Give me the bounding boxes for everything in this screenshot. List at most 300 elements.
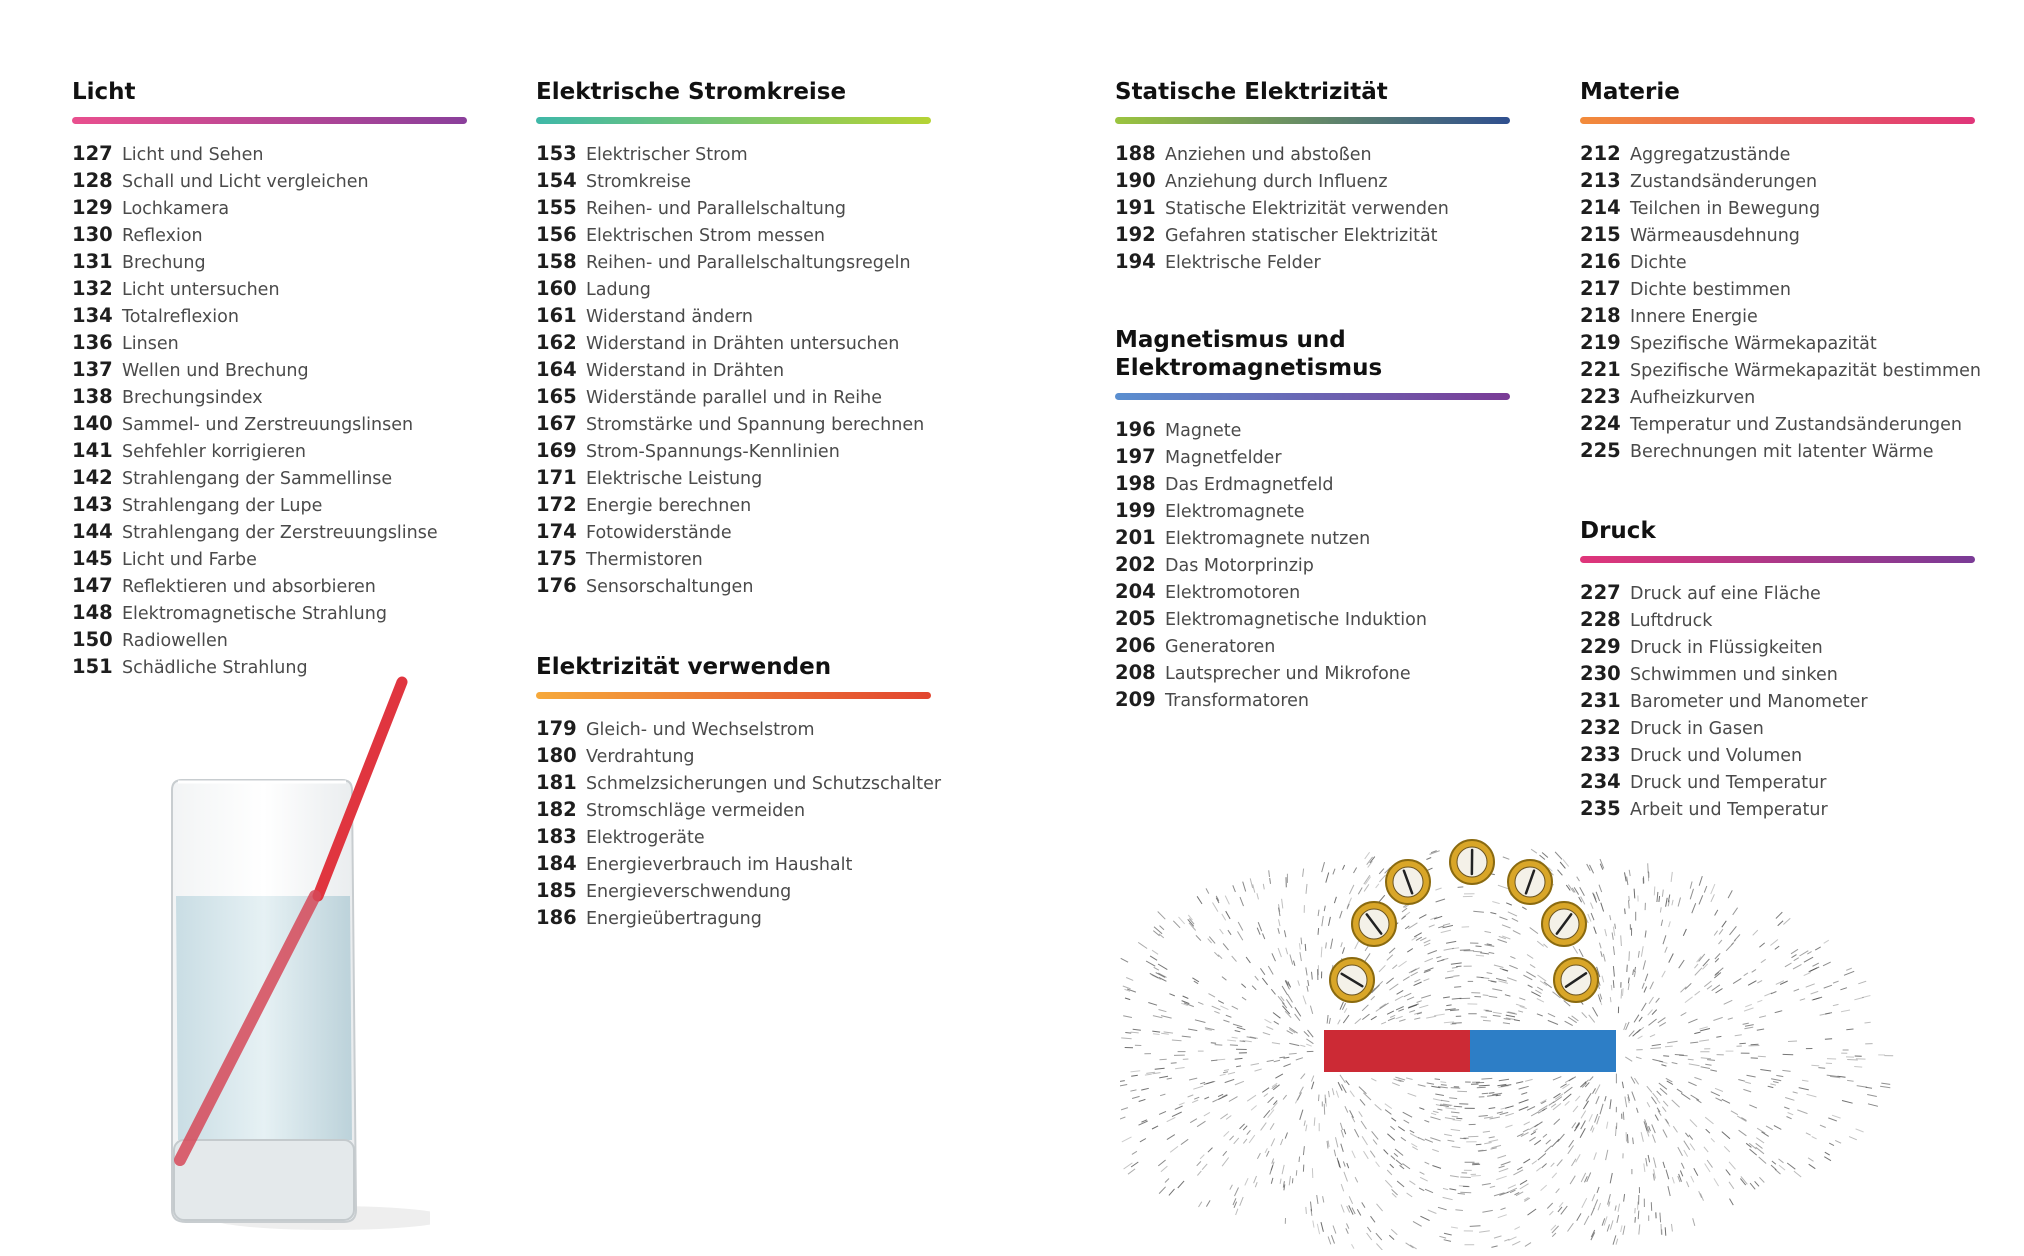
toc-entry[interactable]	[72, 464, 467, 491]
iron-filing	[1489, 952, 1495, 953]
iron-filing	[1694, 1168, 1698, 1176]
iron-filing	[1199, 1202, 1202, 1207]
entry-label: Transformatoren	[1165, 691, 1310, 711]
iron-filing	[1513, 931, 1521, 935]
iron-filing	[1633, 1138, 1634, 1145]
section-elektrische-stromkreise	[536, 78, 931, 599]
iron-filing	[1645, 931, 1646, 938]
entry-label: Elektromagnetische Induktion	[1165, 610, 1427, 630]
page-number: 147	[72, 574, 113, 597]
iron-filing	[1612, 933, 1613, 940]
iron-filing	[1196, 935, 1201, 940]
iron-filing	[1424, 1120, 1429, 1122]
entry-label: Elektrischer Strom	[586, 145, 748, 165]
iron-filing	[1408, 923, 1417, 929]
toc-entry[interactable]	[72, 329, 467, 356]
iron-filing	[1452, 967, 1458, 968]
toc-entry[interactable]	[536, 464, 931, 491]
iron-filing	[1443, 1188, 1448, 1189]
iron-filing	[1481, 978, 1489, 979]
toc-entry[interactable]	[1580, 437, 1975, 464]
iron-filing	[1677, 1089, 1682, 1093]
iron-filing	[1371, 996, 1375, 1000]
toc-entry[interactable]	[536, 248, 931, 275]
iron-filing	[1424, 940, 1431, 943]
iron-filing	[1340, 1123, 1342, 1130]
iron-filing	[1449, 1189, 1456, 1190]
toc-entry[interactable]	[1580, 579, 1975, 606]
iron-filing	[1812, 1137, 1817, 1139]
toc-entry[interactable]	[536, 904, 931, 931]
iron-filing	[1542, 853, 1548, 858]
iron-filing	[1268, 966, 1273, 975]
toc-entry[interactable]	[1115, 686, 1510, 713]
toc-entry[interactable]	[536, 518, 931, 545]
iron-filing	[1403, 1112, 1412, 1117]
iron-filing	[1411, 972, 1418, 976]
page-number: 132	[72, 277, 113, 300]
iron-filing	[1809, 1164, 1816, 1169]
compass-icon	[1508, 860, 1552, 904]
page-number: 145	[72, 547, 113, 570]
page-number: 190	[1115, 169, 1156, 192]
iron-filing	[1420, 1216, 1429, 1220]
iron-filing	[1202, 1164, 1207, 1170]
iron-filing	[1557, 1160, 1563, 1167]
toc-entry[interactable]	[536, 742, 931, 769]
toc-entry[interactable]	[536, 491, 931, 518]
toc-entry[interactable]	[1115, 551, 1510, 578]
iron-filing	[1437, 960, 1444, 962]
iron-filing	[1236, 1066, 1241, 1067]
iron-filing	[1327, 1015, 1328, 1024]
entry-label: Reihen- und Parallelschaltungsregeln	[586, 253, 911, 273]
iron-filing	[1391, 1118, 1396, 1121]
toc-entry[interactable]	[72, 518, 467, 545]
toc-entry[interactable]	[72, 437, 467, 464]
iron-filing	[1662, 971, 1666, 977]
iron-filing	[1159, 1187, 1166, 1194]
toc-entry[interactable]	[72, 599, 467, 626]
iron-filing	[1428, 951, 1437, 955]
iron-filing	[1498, 1215, 1507, 1218]
toc-entry[interactable]	[72, 383, 467, 410]
iron-filing	[1194, 1097, 1199, 1099]
iron-filing	[1333, 869, 1335, 875]
toc-entry[interactable]	[1115, 659, 1510, 686]
iron-filing	[1182, 1036, 1191, 1037]
iron-filing	[1672, 1224, 1673, 1232]
toc-entry[interactable]	[536, 823, 931, 850]
iron-filing	[1222, 1158, 1229, 1167]
toc-entry[interactable]	[1115, 140, 1510, 167]
iron-filing	[1667, 1041, 1677, 1043]
toc-entry[interactable]	[536, 877, 931, 904]
iron-filing	[1223, 1020, 1229, 1022]
iron-filing	[1653, 1093, 1658, 1099]
iron-filing	[1652, 1044, 1661, 1045]
toc-entry[interactable]	[1580, 768, 1975, 795]
iron-filing	[1704, 886, 1707, 893]
toc-entry[interactable]	[536, 383, 931, 410]
entry-label: Energieverbrauch im Haushalt	[586, 855, 853, 875]
iron-filing	[1483, 1131, 1490, 1132]
iron-filing	[1460, 1192, 1471, 1193]
toc-entry[interactable]	[1580, 248, 1975, 275]
toc-entry[interactable]	[536, 545, 931, 572]
iron-filing	[1451, 963, 1462, 964]
iron-filing	[1650, 982, 1654, 990]
toc-entry[interactable]	[1115, 167, 1510, 194]
toc-entry[interactable]	[1580, 687, 1975, 714]
iron-filing	[1387, 1011, 1394, 1014]
iron-filing	[1175, 1106, 1183, 1109]
section-color-bar	[1580, 556, 1975, 563]
toc-entry[interactable]	[1115, 416, 1510, 443]
iron-filing	[1344, 1008, 1347, 1013]
toc-entry[interactable]	[536, 194, 931, 221]
iron-filing	[1593, 1088, 1596, 1093]
iron-filing	[1654, 1158, 1657, 1168]
iron-filing	[1455, 1210, 1463, 1211]
iron-filing	[1347, 1163, 1349, 1168]
toc-entry[interactable]	[1580, 633, 1975, 660]
toc-entry[interactable]	[1580, 383, 1975, 410]
iron-filing	[1735, 1035, 1742, 1036]
iron-filing	[1444, 1134, 1452, 1136]
toc-entry[interactable]	[1115, 443, 1510, 470]
iron-filing	[1518, 1011, 1523, 1012]
iron-filing	[1522, 907, 1526, 910]
iron-filing	[1506, 1015, 1515, 1017]
iron-filing	[1493, 1012, 1502, 1013]
iron-filing	[1404, 993, 1412, 997]
iron-filing	[1738, 1080, 1745, 1082]
toc-entry[interactable]	[72, 221, 467, 248]
iron-filing	[1603, 954, 1605, 962]
iron-filing	[1372, 1131, 1379, 1139]
toc-entry[interactable]	[536, 437, 931, 464]
iron-filing	[1195, 1020, 1206, 1023]
toc-entry[interactable]	[72, 194, 467, 221]
iron-filing	[1656, 998, 1660, 1003]
iron-filing	[1508, 1185, 1516, 1189]
iron-filing	[1688, 1019, 1697, 1023]
iron-filing	[1232, 1037, 1238, 1038]
toc-entry[interactable]	[1115, 470, 1510, 497]
toc-entry[interactable]	[1115, 194, 1510, 221]
page-number: 155	[536, 196, 577, 219]
iron-filing	[1635, 1217, 1636, 1223]
iron-filing	[1274, 1021, 1279, 1024]
iron-filing	[1193, 1086, 1203, 1089]
iron-filing	[1436, 899, 1445, 902]
iron-filing	[1662, 890, 1663, 897]
iron-filing	[1752, 969, 1756, 972]
entry-label: Druck und Volumen	[1630, 746, 1803, 766]
iron-filing	[1487, 973, 1493, 974]
iron-filing	[1214, 1011, 1219, 1013]
iron-filing	[1604, 1216, 1607, 1225]
iron-filing	[1722, 921, 1727, 927]
entry-label: Elektromagnetische Strahlung	[122, 604, 387, 624]
iron-filing	[1772, 1161, 1776, 1164]
iron-filing	[1672, 1177, 1674, 1183]
toc-entry[interactable]	[72, 491, 467, 518]
iron-filing	[1433, 1099, 1442, 1101]
toc-entry[interactable]	[1580, 741, 1975, 768]
iron-filing	[1139, 1099, 1146, 1101]
iron-filing	[1658, 1018, 1666, 1023]
iron-filing	[1712, 985, 1720, 991]
toc-entry[interactable]	[1115, 248, 1510, 275]
iron-filing	[1807, 1094, 1817, 1097]
iron-filing	[1542, 1164, 1547, 1168]
iron-filing	[1531, 849, 1537, 853]
toc-entry[interactable]	[1115, 221, 1510, 248]
iron-filing	[1750, 1149, 1757, 1155]
iron-filing	[1197, 1121, 1205, 1127]
iron-filing	[1341, 1144, 1344, 1152]
entry-label: Sehfehler korrigieren	[122, 442, 306, 462]
toc-entry[interactable]	[1580, 714, 1975, 741]
iron-filing	[1577, 877, 1580, 881]
iron-filing	[1306, 884, 1307, 894]
iron-filing	[1704, 1147, 1708, 1152]
iron-filing	[1625, 1057, 1632, 1061]
toc-entry[interactable]	[72, 275, 467, 302]
iron-filing	[1262, 978, 1267, 985]
iron-filing	[1380, 1003, 1389, 1009]
iron-filing	[1272, 953, 1276, 961]
iron-filing	[1452, 1147, 1461, 1148]
section-title: Elektrizität verwenden	[536, 654, 832, 680]
toc-entry[interactable]	[536, 167, 931, 194]
toc-entry[interactable]	[1115, 578, 1510, 605]
iron-filing	[1280, 1179, 1281, 1184]
entry-label: Widerstand ändern	[586, 307, 753, 327]
toc-entry[interactable]	[536, 275, 931, 302]
iron-filing	[1776, 912, 1782, 918]
iron-filing	[1419, 915, 1426, 919]
toc-entry[interactable]	[1115, 632, 1510, 659]
toc-entry[interactable]	[1580, 140, 1975, 167]
toc-entry[interactable]	[72, 356, 467, 383]
iron-filing	[1673, 1126, 1677, 1132]
iron-filing	[1471, 1176, 1481, 1177]
iron-filing	[1152, 1031, 1160, 1032]
iron-filing	[1678, 898, 1680, 907]
iron-filing	[1791, 949, 1798, 954]
iron-filing	[1235, 1188, 1239, 1197]
entry-label: Lochkamera	[122, 199, 230, 219]
iron-filing	[1213, 903, 1218, 912]
toc-entry[interactable]	[536, 356, 931, 383]
iron-filing	[1634, 971, 1635, 977]
iron-filing	[1376, 981, 1383, 988]
iron-filing	[1596, 892, 1600, 901]
entry-list	[72, 140, 467, 680]
toc-entry[interactable]	[1580, 329, 1975, 356]
iron-filing	[1126, 978, 1133, 981]
iron-filing	[1552, 1139, 1559, 1147]
iron-filing	[1730, 926, 1737, 935]
toc-entry[interactable]	[536, 140, 931, 167]
entry-label: Verdrahtung	[586, 747, 695, 767]
iron-filing	[1341, 1205, 1344, 1213]
toc-entry[interactable]	[536, 329, 931, 356]
iron-filing	[1607, 1224, 1609, 1231]
iron-filing	[1573, 946, 1578, 953]
iron-filing	[1159, 1010, 1167, 1012]
iron-filing	[1220, 1006, 1228, 1010]
iron-filing	[1241, 984, 1245, 988]
iron-filing	[1223, 1072, 1228, 1073]
iron-filing	[1581, 1121, 1586, 1130]
iron-filing	[1349, 1205, 1353, 1214]
toc-entry[interactable]	[536, 796, 931, 823]
iron-filing	[1376, 1009, 1380, 1012]
iron-filing	[1532, 1161, 1537, 1165]
iron-filing	[1257, 893, 1259, 899]
iron-filing	[1395, 996, 1403, 1000]
entry-list	[536, 140, 931, 599]
iron-filing	[1355, 1019, 1361, 1024]
page-number: 235	[1580, 797, 1621, 820]
toc-entry[interactable]	[1580, 302, 1975, 329]
iron-filing	[1343, 1015, 1349, 1023]
toc-entry[interactable]	[536, 715, 931, 742]
iron-filing	[1123, 986, 1131, 989]
page-number: 221	[1580, 358, 1621, 381]
toc-entry[interactable]	[72, 572, 467, 599]
toc-entry[interactable]	[1580, 660, 1975, 687]
iron-filing	[1846, 1029, 1853, 1030]
iron-filing	[1479, 1116, 1488, 1117]
entry-label: Strahlengang der Sammellinse	[122, 469, 393, 489]
glass-straw-illustration	[150, 670, 430, 1240]
toc-entry[interactable]	[536, 410, 931, 437]
iron-filing	[1225, 896, 1229, 905]
toc-entry[interactable]	[536, 221, 931, 248]
iron-filing	[1424, 943, 1430, 946]
iron-filing	[1498, 885, 1508, 889]
toc-entry[interactable]	[72, 545, 467, 572]
iron-filing	[1313, 1221, 1314, 1228]
iron-filing	[1306, 1207, 1307, 1214]
toc-entry[interactable]	[1580, 167, 1975, 194]
toc-entry[interactable]	[1580, 194, 1975, 221]
iron-filing	[1296, 1170, 1297, 1176]
page-number: 171	[536, 466, 577, 489]
iron-filing	[1552, 1226, 1559, 1233]
iron-filing	[1671, 872, 1672, 882]
toc-entry[interactable]	[1580, 795, 1975, 822]
toc-entry[interactable]	[72, 167, 467, 194]
iron-filing	[1158, 964, 1167, 970]
iron-filing	[1228, 930, 1231, 935]
toc-entry[interactable]	[1580, 606, 1975, 633]
iron-filing	[1349, 885, 1354, 894]
toc-entry[interactable]	[72, 248, 467, 275]
iron-filing	[1570, 1176, 1575, 1184]
iron-filing	[1711, 894, 1715, 902]
iron-filing	[1800, 951, 1809, 956]
iron-filing	[1458, 887, 1464, 888]
toc-entry[interactable]	[1115, 524, 1510, 551]
page-number: 165	[536, 385, 577, 408]
iron-filing	[1573, 1106, 1578, 1112]
entry-label: Dichte	[1630, 253, 1687, 273]
toc-entry[interactable]	[1580, 221, 1975, 248]
toc-entry[interactable]	[1115, 605, 1510, 632]
iron-filing	[1132, 1151, 1137, 1154]
iron-filing	[1364, 953, 1370, 962]
iron-filing	[1715, 953, 1720, 959]
iron-filing	[1591, 1208, 1594, 1215]
toc-entry[interactable]	[536, 572, 931, 599]
iron-filing	[1773, 1082, 1779, 1083]
iron-filing	[1820, 1125, 1826, 1127]
toc-entry[interactable]	[72, 302, 467, 329]
toc-entry[interactable]	[1115, 497, 1510, 524]
toc-entry[interactable]	[72, 140, 467, 167]
iron-filing	[1282, 1165, 1284, 1174]
iron-filing	[1389, 948, 1395, 953]
iron-filing	[1506, 903, 1512, 905]
iron-filing	[1450, 1176, 1459, 1177]
bar-magnet	[1324, 1030, 1616, 1072]
iron-filing	[1300, 952, 1302, 961]
iron-filing	[1473, 951, 1482, 952]
iron-filing	[1629, 900, 1630, 908]
toc-entry[interactable]	[72, 410, 467, 437]
page-number: 208	[1115, 661, 1156, 684]
toc-entry[interactable]	[1580, 356, 1981, 383]
section-elektrizitaet-verwenden	[536, 653, 942, 931]
iron-filing	[1445, 1118, 1455, 1120]
iron-filing	[1237, 1027, 1246, 1030]
iron-filing	[1762, 1132, 1769, 1137]
iron-filing	[1788, 1113, 1794, 1115]
iron-filing	[1581, 897, 1585, 905]
iron-filing	[1660, 907, 1661, 912]
iron-filing	[1141, 1088, 1149, 1090]
iron-filing	[1238, 922, 1243, 931]
iron-filing	[1678, 1147, 1683, 1156]
toc-entry[interactable]	[72, 626, 467, 653]
iron-filing	[1159, 1076, 1168, 1078]
toc-entry[interactable]	[536, 302, 931, 329]
iron-filing	[1691, 1095, 1699, 1100]
iron-filing	[1362, 1005, 1368, 1011]
iron-filing	[1613, 1235, 1616, 1244]
toc-entry[interactable]	[1580, 275, 1975, 302]
iron-filing	[1420, 1177, 1428, 1181]
entry-label: Zustandsänderungen	[1630, 172, 1818, 192]
toc-entry[interactable]	[1580, 410, 1975, 437]
iron-filing	[1414, 933, 1422, 937]
iron-filing	[1326, 942, 1327, 948]
iron-filing	[1788, 1041, 1797, 1042]
iron-filing	[1844, 971, 1854, 975]
toc-entry[interactable]	[536, 769, 942, 796]
toc-entry[interactable]	[536, 850, 931, 877]
iron-filing	[1579, 949, 1583, 957]
iron-filing	[1489, 1108, 1496, 1109]
iron-filing	[1808, 1158, 1813, 1162]
iron-filing	[1661, 1065, 1666, 1067]
